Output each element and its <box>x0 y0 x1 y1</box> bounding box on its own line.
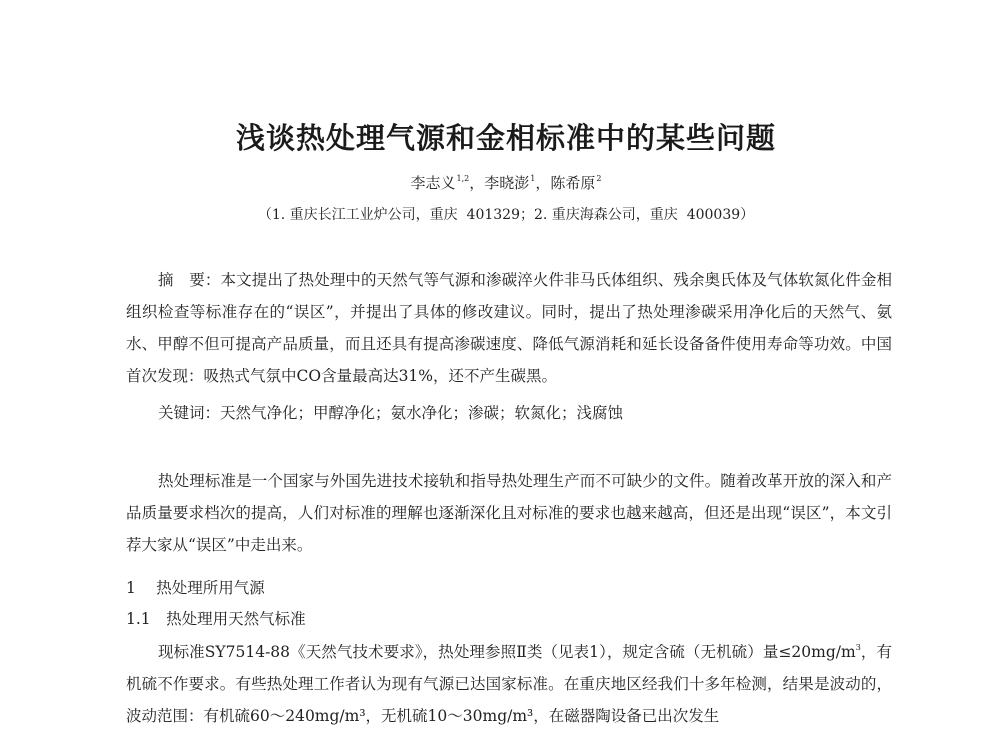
author-name: 李志义 <box>410 174 456 192</box>
author-separator: ， <box>469 174 485 192</box>
keywords-text: 天然气净化；甲醇净化；氨水净化；渗碳；软氮化；浅腐蚀 <box>220 404 624 422</box>
section-1-1-text-b: ，有机硫不作要求。有些热处理工作者认为现有气源已达国家标准。在重庆地区经我们十多年检测，结果是波动的，波动范围：有机硫60～240mg/m³，无机硫10～30mg/m³，在磁器陶设备已出次发生 <box>126 643 892 725</box>
paper-title: 浅谈热处理气源和金相标准中的某些问题 <box>235 121 776 155</box>
author-separator: ， <box>535 174 551 192</box>
section-1-1-paragraph <box>126 632 892 732</box>
author-affil-sup: 1 <box>530 174 536 183</box>
abstract-paragraph <box>126 264 892 392</box>
author-name: 李晓澎 <box>484 174 530 192</box>
author-name: 陈希原 <box>550 174 596 192</box>
keywords-paragraph <box>126 397 892 429</box>
affiliation-line: （1. 重庆长江工业炉公司，重庆 401329；2. 重庆海森公司，重庆 400039） <box>257 207 755 223</box>
abstract-label: 摘 要： <box>158 271 221 289</box>
author-line <box>0 172 1000 193</box>
section-1-1-text-a: 现标准SY7514-88《天然气技术要求》，热处理参照Ⅱ类（见表1），规定含硫（无机硫）量≤20mg/m <box>158 643 856 661</box>
section-heading-1-1: 1.1 热处理用天然气标准 <box>126 610 306 628</box>
abstract-text: 本文提出了热处理中的天然气等气源和渗碳淬火件非马氏体组织、残余奥氏体及气体软氮化件金相组织检查等标准存在的“误区”，并提出了具体的修改建议。同时，提出了热处理渗碳采用净化后的天然气、氨水、甲醇不但可提高产品质量，而且还具有提高渗碳速度、降低气源消耗和延长设备备件使用寿命等功效。中国首次发现：吸热式气氛中CO含量最高达31%，还不产生碳黑。 <box>126 271 892 385</box>
section-heading-1: 1 热处理所用气源 <box>126 579 265 597</box>
author-affil-sup: 2 <box>596 174 602 183</box>
intro-paragraph: 热处理标准是一个国家与外国先进技术接轨和指导热处理生产而不可缺少的文件。随着改革开放的深入和产品质量要求档次的提高，人们对标准的理解也逐渐深化且对标准的要求也越来越高，但还是出现“误区”，本文引荐大家从“误区”中走出来。 <box>126 472 892 554</box>
keywords-label: 关键词： <box>158 404 221 422</box>
unit-superscript: 3 <box>855 643 861 652</box>
author-affil-sup: 1,2 <box>456 174 470 183</box>
